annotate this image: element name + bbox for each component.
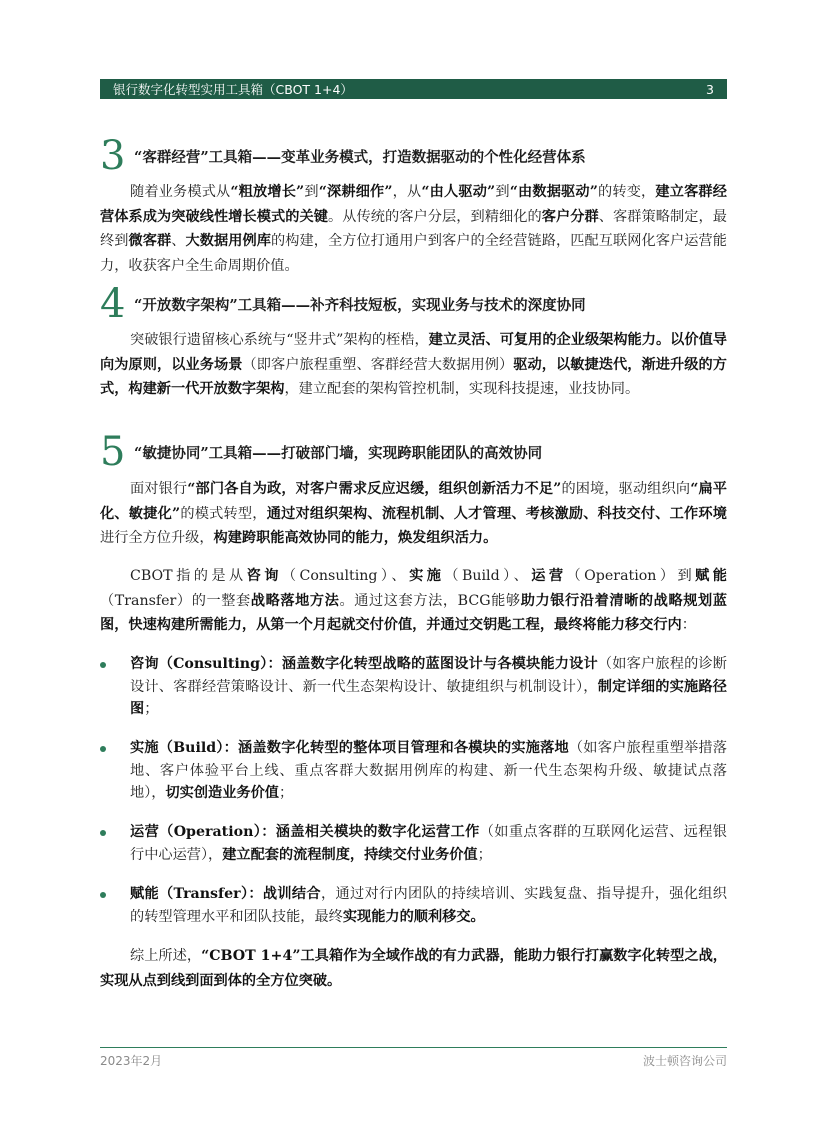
bold-text: “部门各自为政，对客户需求反应迟缓，组织创新活力不足” (187, 481, 562, 497)
text-run: （Consulting）、 (281, 568, 410, 584)
text-run: 、客群策略制定，最终到 (100, 208, 727, 249)
text-run: ； (278, 785, 294, 801)
bold-text: 助力银行沿着清晰的战略规划蓝图，快速构建所需能力，从第一个月起就交付价值，并通过交钥匙工程，最终将能力移交行内 (100, 592, 727, 633)
footer-date: 2023年2月 (100, 1054, 163, 1068)
text-run: ，从 (392, 184, 422, 200)
bullet-text (130, 737, 727, 805)
section-4-paragraph (100, 328, 727, 402)
text-run: 。通过这套方法，BCG能够 (339, 592, 521, 609)
bold-text: 构建跨职能高效协同的能力，焕发组织活力。 (213, 530, 498, 546)
header-title: 银行数字化转型实用工具箱（CBOT 1+4） (113, 82, 353, 97)
bullet-text (130, 821, 727, 866)
bullet-build (100, 737, 727, 805)
bold-text: 实施（Build）：涵盖数字化转型的整体项目管理和各模块的实施落地 (130, 740, 569, 756)
bold-text: 建立客群经营体系成为突破线性增长模式的关键 (100, 184, 727, 225)
bold-text: “扁平化、敏捷化” (100, 481, 727, 522)
text-run: ： (681, 617, 696, 633)
section-5-heading (100, 429, 543, 475)
text-run: 。从传统的客户分层，到精细化的 (328, 208, 542, 225)
bold-text: “深耕细作” (318, 184, 393, 200)
text-run: （如客户旅程重塑举措落地、客户体验平台上线、重点客群大数据用例库的构建、新一代生态架构升级、敏捷试点落地）， (130, 740, 727, 801)
bold-text: 咨询 (246, 568, 282, 584)
bold-text: “由数据驱动” (509, 184, 598, 200)
summary-paragraph (100, 944, 727, 993)
text-run: 综上所述， (130, 948, 202, 964)
bullet-icon (100, 892, 106, 898)
bullet-text (130, 653, 727, 721)
section-3-heading (100, 133, 586, 179)
bold-text: 赋能（Transfer）：战训结合 (130, 886, 321, 902)
text-run: 到 (304, 184, 319, 200)
section-4-heading (100, 281, 586, 327)
bold-text: 赋能 (695, 568, 727, 584)
text-run: （Operation）到 (566, 568, 696, 584)
bold-text: 战略落地方法 (250, 592, 340, 609)
bold-text: 大数据用例库 (185, 233, 271, 249)
section-number: 5 (100, 429, 126, 475)
bullet-operation (100, 821, 727, 866)
bullet-icon (100, 662, 106, 668)
text-run: 的转变， (597, 184, 656, 200)
text-run: 的困境，驱动组织向 (561, 481, 691, 497)
text-run: （如客户旅程的诊断设计、客群经营策略设计、新一代生态架构设计、敏捷组织与机制设计）， (130, 656, 727, 695)
bold-text: 微客群 (128, 233, 172, 249)
bold-text: “CBOT 1+4”工具箱作为全域作战的有力武器，能助力银行打赢数字化转型之战，实现从点到线到面到体的全方位突破。 (100, 948, 727, 989)
text-run: （即客户旅程重塑、客群经营大数据用例） (242, 356, 514, 373)
text-run: 面对银行 (130, 481, 188, 497)
bold-text: 建立灵活、可复用的企业级架构能力。以价值导向为原则，以业务场景 (100, 332, 727, 373)
text-run: 随着业务模式从 (130, 184, 231, 200)
section-number: 4 (100, 281, 126, 327)
text-run: CBOT指的是从 (130, 568, 247, 584)
cbot-paragraph (100, 564, 727, 638)
bold-text: 客户分群 (541, 208, 599, 225)
footer-company: 波士顿咨询公司 (642, 1054, 727, 1068)
section-number: 3 (100, 133, 126, 179)
bold-text: 切实创造业务价值 (165, 785, 279, 801)
section-title: “开放数字架构”工具箱——补齐科技短板，实现业务与技术的深度协同 (134, 296, 586, 314)
text-run: （Build）、 (444, 568, 532, 584)
bold-text: 通过对组织架构、流程机制、人才管理、考核激励、科技交付、工作环境 (266, 505, 727, 522)
bullet-text (130, 883, 727, 928)
bold-text: 制定详细的实施路径图 (130, 678, 727, 717)
page-number: 3 (706, 81, 714, 97)
bold-text: “由人驱动” (421, 184, 496, 200)
bold-text: 实施 (409, 568, 445, 584)
text-run: ； (477, 846, 492, 863)
section-title: “客群经营”工具箱——变革业务模式，打造数据驱动的个性化经营体系 (134, 148, 586, 166)
bullet-icon (100, 830, 106, 836)
header-bar (100, 79, 727, 99)
text-run: ，建立配套的架构管控机制，实现科技提速，业技协同。 (284, 381, 640, 397)
bullet-icon (100, 746, 106, 752)
bold-text: 驱动，以敏捷迭代，渐进升级的方式，构建新一代开放数字架构 (100, 356, 727, 397)
section-5-paragraph (100, 477, 727, 551)
bullet-consulting (100, 653, 727, 721)
text-run: ，通过对行内团队的持续培训、实践复盘、指导提升，强化组织的转型管理水平和团队技能，最终 (130, 886, 727, 925)
text-run: 到 (495, 184, 510, 200)
text-run: 的构建，全方位打通用户到客户的全经营链路，匹配互联网化客户运营能力，收获客户全生命周期价值。 (100, 233, 727, 274)
bold-text: 建立配套的流程制度，持续交付业务价值 (222, 846, 478, 863)
text-run: 进行全方位升级， (100, 530, 214, 546)
text-run: （Transfer）的一整套 (100, 592, 251, 609)
section-title: “敏捷协同”工具箱——打破部门墙，实现跨职能团队的高效协同 (134, 444, 543, 462)
bold-text: 运营（Operation）：涵盖相关模块的数字化运营工作 (130, 824, 480, 840)
footer-divider (100, 1047, 727, 1048)
text-run: （如重点客群的互联网化运营、远程银行中心运营）， (130, 824, 727, 863)
bullet-transfer (100, 883, 727, 928)
text-run: 、 (171, 233, 186, 249)
section-3-paragraph (100, 180, 727, 278)
bold-text: 运营 (531, 568, 567, 584)
text-run: 突破银行遗留核心系统与“竖井式”架构的桎梏， (130, 332, 429, 348)
bold-text: 实现能力的顺利移交。 (342, 908, 485, 925)
bold-text: 咨询（Consulting）：涵盖数字化转型战略的蓝图设计与各模块能力设计 (130, 656, 598, 672)
text-run: ； (144, 701, 159, 717)
bold-text: “粗放增长” (230, 184, 305, 200)
text-run: 的模式转型， (180, 505, 267, 522)
